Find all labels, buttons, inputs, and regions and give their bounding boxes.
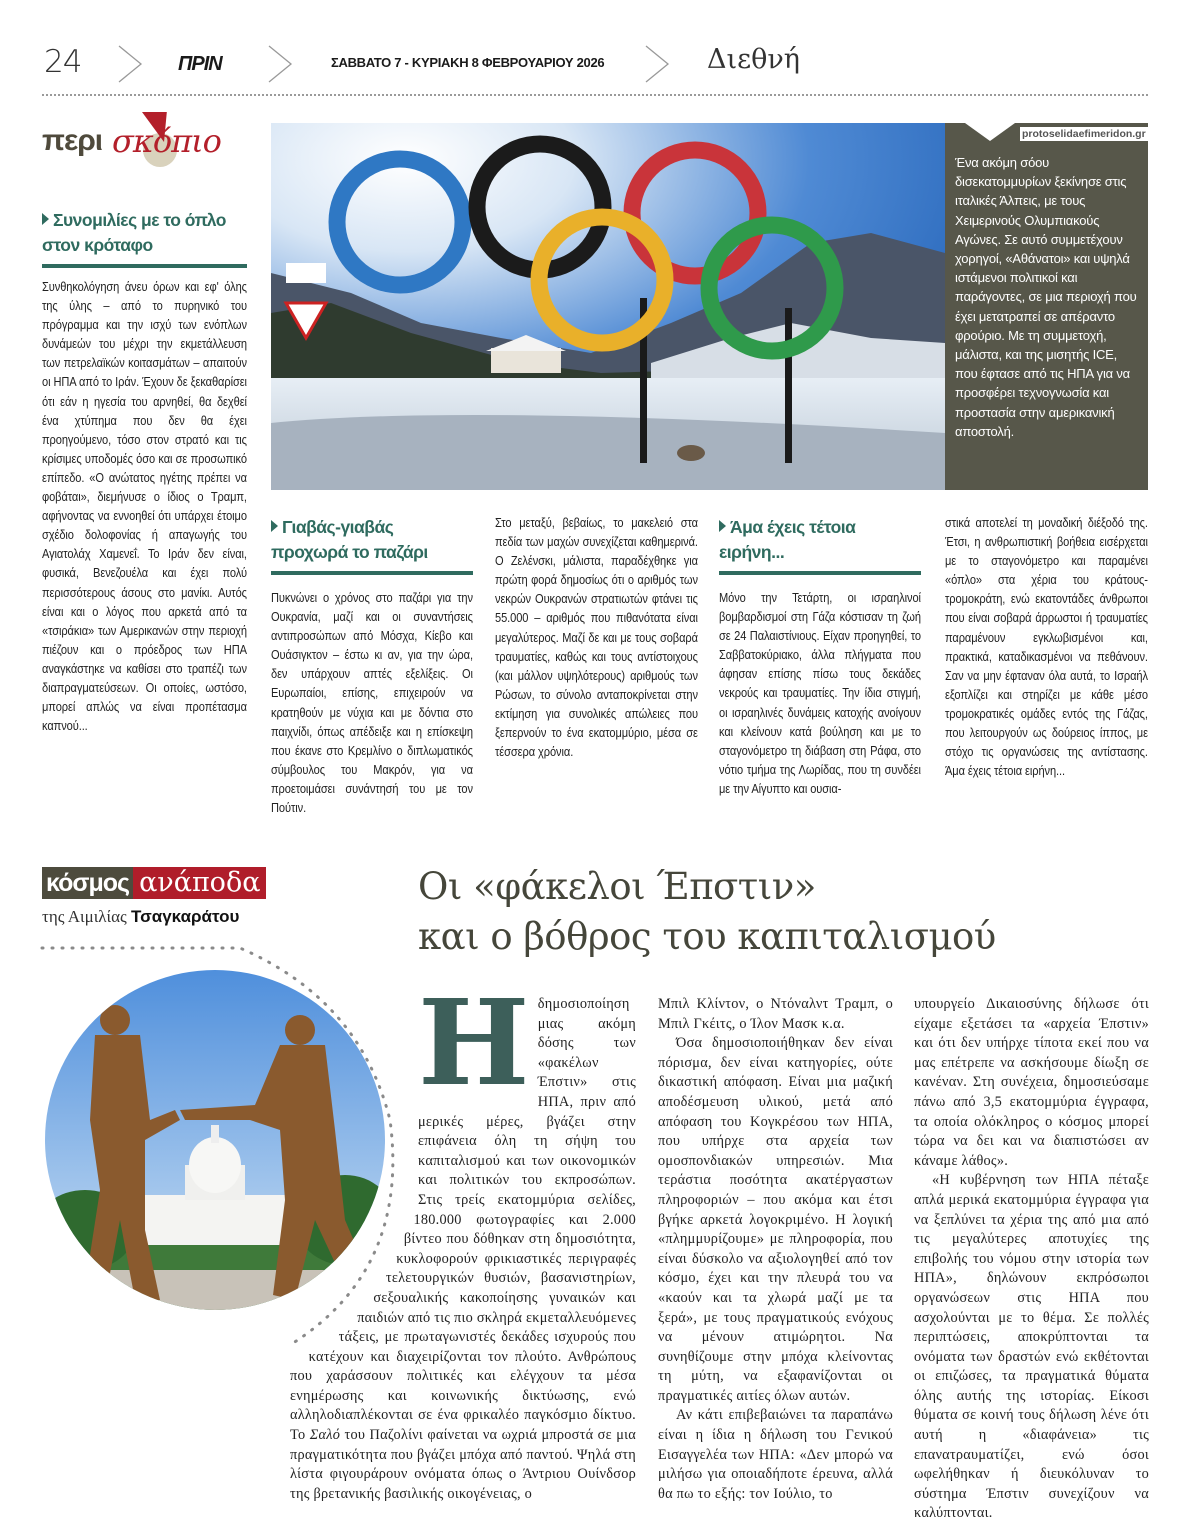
chevron-right-icon (266, 44, 296, 84)
article-title (418, 862, 996, 962)
byline-prefix: της Αιμιλίας (42, 907, 132, 926)
triangle-bullet-icon (271, 520, 278, 532)
logo-text-1: περι (42, 124, 103, 157)
chevron-right-icon (643, 44, 673, 84)
brief-gaza (719, 515, 921, 799)
paragraph: Όσα δημοσιοποιήθηκαν δεν είναι πόρισμα, δεν είναι κατηγορίες, ούτε δικαστική απόφαση. Είναι μια μαζική αποδέσμευση υλικού, μετά από απόφαση του Κογκρέσου των ΗΠΑ, που υπήρχε στα αρχεία των ομοσπονδιακών υπηρεσιών. Μια τεράστια ποσότητα ακατέργαστων πληροφοριών – που ακόμα και έτσι βγήκε αρκετά λογοκριμένο. Η λογική «πλημμυρίζουμε» με πληροφορία, που είναι δύσκολο να αξιολογηθεί από τον κόσμο, έχει και την πλευρά του να «καούν και τα χλωρά μαζί με τα ξερά», με τους πραγματικούς ενόχους να μένουν ατιμώρητοι. Να συνηθίζουμε στην μπόχα κλείνοντας τη μύτη, να εξαφανίζονται οι πραγματικές αιτίες όλων αυτών. (658, 1035, 893, 1404)
notch-icon (965, 123, 1025, 143)
brief-iran (42, 208, 247, 736)
brief-headline (42, 208, 247, 268)
periskopio-logo (42, 112, 242, 167)
section-title: Διεθνή (707, 44, 800, 75)
article-column-2 (658, 995, 893, 1504)
paragraph: «Η κυβέρνηση των ΗΠΑ πέταξε απλά μερικά εκατομμύρια έγγραφα για να ξεπλύνει τα χέρια της από μια από τις μεγαλύτερες αποτυχίες της επιβολής του νόμου στην ιστορία των ΗΠΑ», δηλώνουν εκπρόσωποι οργανώσεων στις ΗΠΑ που ασχολούνται με το θέμα. Σε πολλές περιπτώσεις, αποκρύπτονται τα ονόματα των δραστών ενώ εκθέτονται οι επιζώσες, τα πραγματικά θύματα όλης αυτής της ιστορίας. Είκοσι θύματα σε κοινή τους δήλωση λένε ότι αυτή η «διαφάνεια» τις επανατραυματίζει, ενώ όσοι ωφελήθηκαν ή διευκόλυναν το σύστημα Έπστιν συνεχίζουν να καλύπτονται. (914, 1172, 1149, 1522)
triangle-bullet-icon (719, 520, 726, 532)
newspaper-brand: ΠΡΙΝ (178, 53, 222, 75)
logo-text-2: ανάποδα (133, 867, 266, 899)
byline (42, 907, 239, 927)
brief-body: Συνθηκολόγηση άνευ όρων και εφ' όλης της ύλης – από το πυρηνικό του πρόγραμμα και την ισχύ των ενόπλων δυνάμεών του μέχρι την εκμετάλλευση των πετρελαϊκών κοιτασμάτων – απαιτούν οι ΗΠΑ από το Ιράν. Έχουν δε ξεκαθαρίσει ότι εάν η ηγεσία του αρνηθεί, θα δεχθεί ένα χτύπημα που δεν θα έχει προηγούμενο, τόσο στον στρατό και τις κρίσιμες υποδομές όσο και σε προσωπικό επίπεδο. «Ο ανώτατος ηγέτης πρέπει να φοβάται», διεμήνυσε ο ίδιος ο Τραμπ, αφήνοντας να εννοηθεί ότι υπάρχει έτοιμο σχέδιο δολοφονίας ή απαγωγής του Αγιατολάχ Χαμενεΐ. Το Ιράν δεν είναι, φυσικά, Βενεζουέλα και έχει πολύ περισσότερους άσους στο μανίκι. Αυτός είναι και ο λόγος που αρκετά από τα «τσιράκια» των Αμερικανών στην περιοχή πιέζουν και ο πρόεδρος των ΗΠΑ αναγκάστηκε να καθίσει στο τραπέζι των διαπραγματεύσεων. Οι οποίες, ωστόσο, μπορεί απλώς να είναι προπέτασμα καπνού... (42, 280, 247, 734)
article-text: του Παζολίνι φαίνεται να ωχριά μπροστά σε μια πραγματικότητα που βγάζει μπόχα από παντού. Ψηλά στη λίστα φιγουράρουν ονόματα όπως ο Άντριου Ουίνδσορ της βρετανικής βασιλικής οικογένειας, ο (290, 1427, 636, 1502)
article-column-3 (914, 995, 1149, 1524)
drop-cap: Η (418, 973, 530, 1112)
paragraph: υπουργείο Δικαιοσύνης δήλωσε ότι είχαμε εξετάσει τα «αρχεία Έπστιν» και ότι δεν υπήρχε τίποτα εκεί που να μας επέτρεπε να ασκήσουμε δίωξη σε κανέναν. Στη συνέχεια, δημοσιεύσαμε πάνω από 3,5 εκατομμύρια έγγραφα, τα οποία ολόκληρος ο κόσμος μπορεί τώρα να δει και να διαπιστώσει αν κάναμε λάθος». (914, 996, 1149, 1169)
brief-body: Πυκνώνει ο χρόνος στο παζάρι για την Ουκρανία, μαζί και οι συναντήσεις αντιπροσώπων από Μόσχα, Κίεβο και Ουάσιγκτον – έστω κι αν, για την ώρα, δεν υπάρχουν απτές εξελίξεις. Οι Ευρωπαίοι, επίσης, επιχειρούν να κρατηθούν με νύχια και με δόντια στο παιχνίδι, όπως απέδειξε και η επίσκεψη που έκανε στο Κρεμλίνο ο διπλωματικός σύμβουλος του Μακρόν, για να προετοιμάσει συνάντησή του με τον Πούτιν. (271, 591, 473, 816)
headline-text: Συνομιλίες με το όπλο στον κρόταφο (42, 210, 226, 255)
title-line-2: και ο βόθρος του καπιταλισμού (418, 915, 996, 958)
brief-continued-gaza (945, 514, 1148, 781)
olympic-rings-photo (271, 123, 945, 490)
brief-body-continued: στικά αποτελεί τη μοναδική διέξοδό της. Έτσι, η ανθρωπιστική βοήθεια εισέρχεται με το σταγονόμετρο και παραμένει «όπλο» στα χέρια του κράτους-τρομοκράτη, ενώ εκατοντάδες άνθρωποι που είναι σοβαρά άρρωστοι ή τραυματίες παραμένουν εγκλωβισμένοι και, πρακτικά, καταδικασμένοι να πεθάνουν. Σαν να μην έφταναν όλα αυτά, το Ισραήλ εξοπλίζει και στηρίζει με κάθε μέσο τρομοκρατικές ομάδες εντός της Γάζας, που λειτουργούν ως δούρειος ίππος, με στόχο τις οργανώσεις της αντίστασης. Άμα έχεις τέτοια ειρήνη... (945, 516, 1148, 779)
header-divider (42, 94, 1148, 96)
watermark: protoselidaefimeridon.gr (1022, 128, 1146, 140)
page-number: 24 (44, 44, 82, 80)
brief-headline (719, 515, 921, 575)
film-title: Σαλό (309, 1427, 341, 1444)
title-line-1: Οι «φάκελοι Έπστιν» (418, 865, 816, 908)
author-name: Τσαγκαράτου (131, 907, 240, 926)
brief-continued-ukraine (495, 514, 698, 762)
article-text: δημοσιοποίηση μιας ακόμη δόσης των «φακέλων Έπστιν» στις ΗΠΑ, πριν από μερικές μέρες, βγάζει στην επιφάνεια όλη τη σήψη του καπιταλισμού και των οικονομικών και πολιτικών του εκπροσώπων. Στις τρείς εκατομμύρια σελίδες, 180.000 φωτογραφίες και 2.000 βίντεο που δόθηκαν στη δημοσιότητα, κυκλοφορούν φρικιαστικές περιγραφές τελετουργικών θυσιών, βασανιστηρίων, σεξουαλικής κακοποίησης γυναικών και παιδιών από τις πιο σκληρά εκμεταλλευόμενες τάξεις, με πρωταγωνιστές δεκάδες ισχυρούς που κατέχουν και διαχειρίζονται τον πλούτο. Ανθρώπους που χαράσσουν πολιτικές και ελέγχουν τα μέσα ενημέρωσης και κοινωνικής δικτύωσης, ενώ αλληλοδιαπλέκονται σε ένα φρικαλέο παγκόσμιο δίκτυο. Το (290, 996, 636, 1444)
brief-body: Μόνο την Τετάρτη, οι ισραηλινοί βομβαρδισμοί στη Γάζα κόστισαν τη ζωή σε 24 Παλαιστίνιους. Είχαν προηγηθεί, το Σαββατοκύριακο, άλλα πλήγματα που άφησαν επίσης πίσω τους δεκάδες νεκρούς και τραυματίες. Την ίδια στιγμή, οι ισραηλινές δυνάμεις κατοχής ανοίγουν και κλείνουν κατά βούληση και με το σταγονόμετρο τη διάβαση στη Ράφα, στο νότιο τμήμα της Λωρίδας, που τη συνδέει με την Αίγυπτο και ουσια- (719, 591, 921, 796)
headline-text: Γιαβάς-γιαβάς προχωρά το παζάρι (271, 517, 428, 562)
logo-text-1: κόσμος (42, 867, 133, 899)
article-column-1 (290, 973, 636, 1504)
brief-ukraine (271, 515, 473, 818)
chevron-right-icon (116, 44, 146, 84)
logo-text-2: σκόπιο (112, 122, 221, 160)
paragraph: Μπιλ Κλίντον, ο Ντόναλντ Τραμπ, ο Μπιλ Γκέιτς, ο Ίλον Μασκ κ.α. (658, 996, 893, 1032)
brief-body-continued: Στο μεταξύ, βεβαίως, το μακελειό στα πεδία των μαχών συνεχίζεται καθημερινά. Ο Ζελένσκι, μάλιστα, παραδέχθηκε για πρώτη φορά δημοσίως ότι ο αριθμός των νεκρών Ουκρανών στρατιωτών φτάνει τις 55.000 – αριθμός που πιθανότατα είναι μεγαλύτερος. Μαζί δε και με τους σοβαρά τραυματίες, καθώς και τους αντίστοιχους (και μάλλον υψηλότερους) αριθμούς των Ρώσων, το σύνολο ανταποκρίνεται στην εκτίμηση για συνολικές απώλειες που ξεπερνούν το ένα εκατομμύριο, μέσα σε τέσσερα χρόνια. (495, 516, 698, 760)
brief-headline (271, 515, 473, 575)
triangle-bullet-icon (42, 213, 49, 225)
photo-caption-box (945, 123, 1148, 490)
column-logo (42, 867, 266, 899)
headline-text: Άμα έχεις τέτοια ειρήνη... (719, 517, 856, 562)
issue-date: ΣΑΒΒΑΤΟ 7 - ΚΥΡΙΑΚΗ 8 ΦΕΒΡΟΥΑΡΙΟΥ 2026 (331, 55, 605, 70)
photo-caption: Ένα ακόμη σόου δισεκατομμυρίων ξεκίνησε στις ιταλικές Άλπεις, με τους Χειμερινούς Ολυμπιακούς Αγώνες. Σε αυτό συμμετέχουν χορηγοί, «Αθάνατοι» και υψηλά ιστάμενοι πολιτικοί και παράγοντες, σε μια περιοχή που έχει μετατραπεί σε απέραντο φρούριο. Με τη συμμετοχή, μάλιστα, και της μισητής ICE, που έφτασε από τις ΗΠΑ για να προσφέρει τεχνογνωσία και προστασία στην αμερικανική αποστολή. (955, 155, 1137, 439)
paragraph: Αν κάτι επιβεβαιώνει τα παραπάνω είναι η ίδια η δήλωση του Γενικού Εισαγγελέα των ΗΠΑ: «Δεν μπορώ να μιλήσω για οποιαδήποτε έρευνα, αλλά θα πω το εξής: τον Ιούλιο, το (658, 1407, 893, 1502)
